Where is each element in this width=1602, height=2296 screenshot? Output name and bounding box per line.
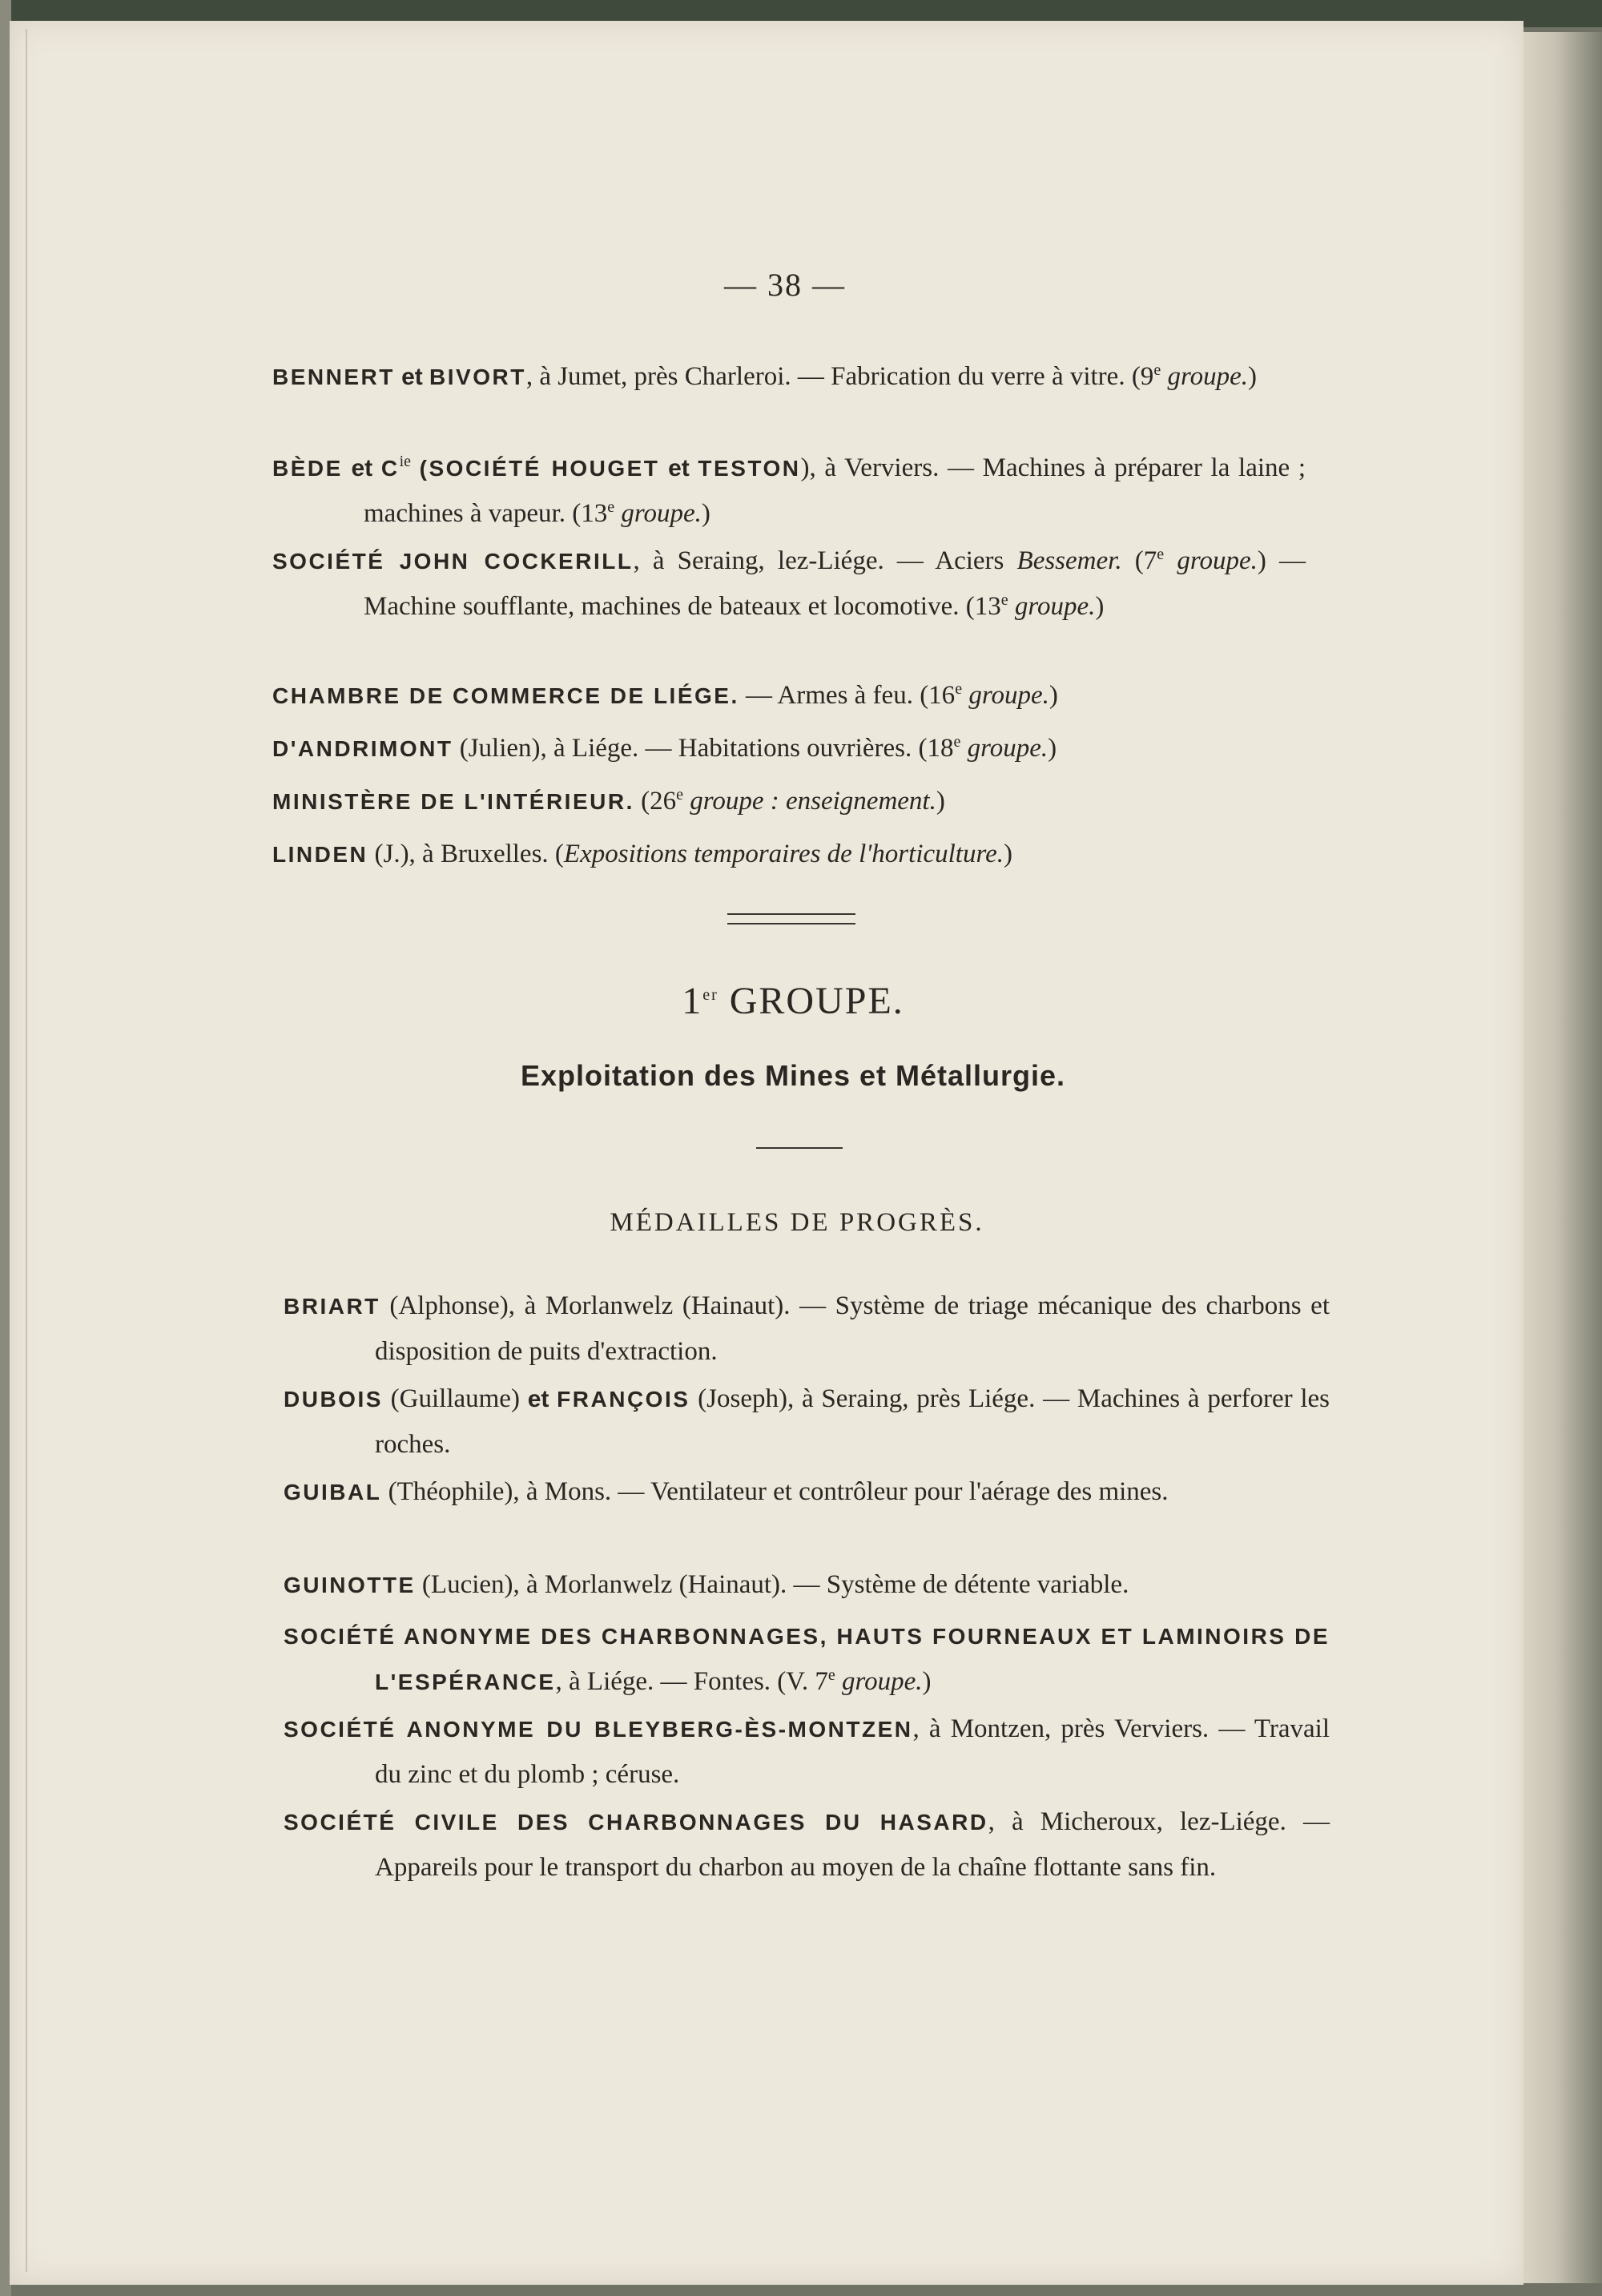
- group-subtitle: Exploitation des Mines et Métallurgie.: [520, 1059, 1066, 1092]
- entry-connector-2: et: [668, 455, 690, 481]
- entry-name: LINDEN: [272, 842, 368, 867]
- group-ref: groupe.: [967, 734, 1049, 763]
- list-item: [272, 726, 1306, 771]
- list-item: [284, 1283, 1330, 1375]
- entry-name: DUBOIS: [284, 1387, 383, 1412]
- list-item: [284, 1469, 1330, 1515]
- entry-text-2: (Joseph), à Seraing, près Liége. — Machines à perforer les roches.: [375, 1384, 1330, 1459]
- group-heading: [561, 979, 1025, 1023]
- superscript: e: [1000, 591, 1008, 609]
- superscript: e: [1153, 361, 1161, 379]
- entry-text: , à Micheroux, lez-Liége. — Appareils pour le transport du charbon au moyen de la chaîne flottante sans fin.: [375, 1807, 1330, 1882]
- double-rule-divider: [727, 913, 855, 924]
- entry-name: SOCIÉTÉ JOHN COCKERILL: [272, 549, 634, 574]
- entry-text: (J.), à Bruxelles. (: [368, 840, 564, 868]
- list-item: [272, 445, 1306, 537]
- superscript: ie: [399, 453, 411, 470]
- group-ref: groupe.: [1177, 546, 1258, 575]
- entry-name-3: (SOCIÉTÉ HOUGET: [419, 456, 660, 481]
- group-number: 1: [682, 980, 703, 1022]
- entry-name: MINISTÈRE DE L'INTÉRIEUR.: [272, 789, 634, 814]
- entry-italic: Bessemer.: [1016, 546, 1122, 575]
- list-item: [284, 1376, 1330, 1468]
- entry-text: — Armes à feu. (16: [739, 681, 956, 710]
- entry-connector: et: [401, 364, 423, 390]
- entry-close: ): [701, 499, 710, 528]
- entry-text: (Lucien), à Morlanwelz (Hainaut). — Système de détente variable.: [415, 1570, 1129, 1599]
- list-item: [272, 779, 1306, 824]
- superscript: e: [955, 680, 963, 698]
- group-ref: groupe : enseignement.: [690, 787, 936, 816]
- entry-name: SOCIÉTÉ CIVILE DES CHARBONNAGES DU HASARD: [284, 1810, 988, 1835]
- entry-text: , à Jumet, près Charleroi. — Fabrication du verre à vitre. (9: [525, 362, 1154, 391]
- list-item: [272, 538, 1306, 630]
- list-item: [284, 1562, 1330, 1608]
- entry-text: ), à Verviers. — Machines à préparer la laine ; machines à vapeur. (13: [364, 453, 1306, 528]
- entry-name-2: C: [380, 456, 400, 481]
- entry-close: ): [1247, 362, 1257, 391]
- entry-name: GUIBAL: [284, 1480, 382, 1504]
- entry-connector: et: [527, 1386, 549, 1412]
- list-item: [284, 1799, 1330, 1891]
- entry-text: (Julien), à Liége. — Habitations ouvrières. (18: [453, 734, 954, 763]
- list-item: [272, 354, 1306, 400]
- group-ref-2: groupe.: [1014, 592, 1096, 621]
- entry-close: ): [1095, 592, 1105, 621]
- entry-name-2: BIVORT: [429, 365, 526, 389]
- entry-name: SOCIÉTÉ ANONYME DU BLEYBERG-ÈS-MONTZEN: [284, 1717, 913, 1742]
- entry-name: BRIART: [284, 1294, 380, 1319]
- entry-italic: Expositions temporaires de l'horticulture.: [563, 840, 1004, 868]
- entry-text: (26: [634, 787, 677, 816]
- single-rule-divider: [756, 1147, 843, 1149]
- list-item: [272, 673, 1306, 719]
- entry-text: (Alphonse), à Morlanwelz (Hainaut). — Système de triage mécanique des charbons et disposition de puits d'extraction.: [375, 1291, 1330, 1366]
- superscript: e: [607, 498, 615, 516]
- entry-close: ): [936, 787, 945, 816]
- entry-name: D'ANDRIMONT: [272, 736, 453, 761]
- entry-name-4: TESTON: [698, 456, 801, 481]
- entry-name: BENNERT: [272, 365, 395, 389]
- entry-name: SOCIÉTÉ ANONYME DES CHARBONNAGES, HAUTS FOURNEAUX ET LAMINOIRS DE L'ESPÉRANCE: [284, 1624, 1330, 1694]
- list-item: [284, 1613, 1330, 1705]
- entry-text: (Théophile), à Mons. — Ventilateur et contrôleur pour l'aérage des mines.: [381, 1477, 1169, 1506]
- group-ref: groupe.: [1167, 362, 1248, 391]
- entry-text: , à Liége. — Fontes. (V. 7: [555, 1667, 828, 1696]
- entry-text: , à Seraing, lez-Liége. — Aciers: [633, 546, 1017, 575]
- superscript: e: [827, 1666, 835, 1684]
- entry-close: ): [1049, 681, 1058, 710]
- group-ref: groupe.: [842, 1667, 923, 1696]
- entry-text-3: ) — Machine soufflante, machines de bateaux et locomotive. (13: [364, 546, 1306, 621]
- list-item: [272, 832, 1306, 877]
- entry-close: ): [922, 1667, 932, 1696]
- superscript: e: [953, 733, 961, 751]
- superscript: er: [702, 986, 718, 1004]
- entry-text-2: (7: [1121, 546, 1157, 575]
- page-number: — 38 —: [724, 267, 846, 303]
- entry-name: CHAMBRE DE COMMERCE DE LIÉGE.: [272, 683, 739, 708]
- entry-close: ): [1003, 840, 1012, 868]
- entry-name: GUINOTTE: [284, 1573, 416, 1597]
- entry-connector: et: [351, 455, 373, 481]
- list-item: [284, 1706, 1330, 1798]
- entry-text: (Guillaume): [382, 1384, 528, 1413]
- group-ref: groupe.: [621, 499, 702, 528]
- entry-name-2: FRANÇOIS: [557, 1387, 690, 1412]
- group-label: GROUPE.: [729, 980, 904, 1022]
- superscript: e: [676, 786, 683, 804]
- group-ref: groupe.: [968, 681, 1049, 710]
- entry-name: BÈDE: [272, 456, 343, 481]
- entry-close: ): [1048, 734, 1057, 763]
- superscript: e: [1157, 546, 1165, 563]
- section-title: MÉDAILLES DE PROGRÈS.: [610, 1208, 984, 1237]
- entry-text: , à Montzen, près Verviers. — Travail du zinc et du plomb ; céruse.: [375, 1714, 1330, 1789]
